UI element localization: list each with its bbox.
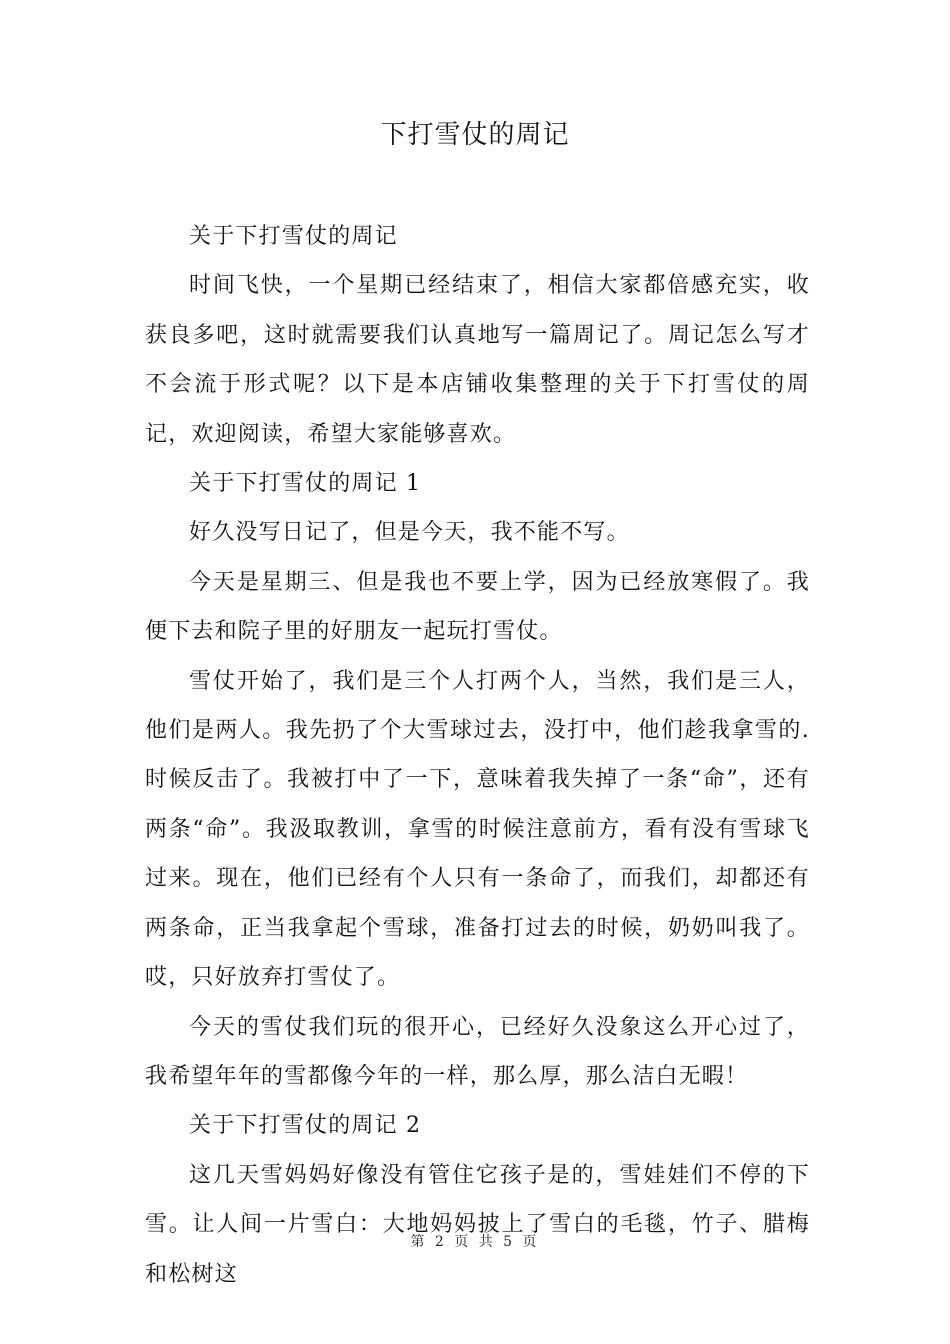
paragraph: 关于下打雪仗的周记 <box>189 224 398 249</box>
document-title: 下打雪仗的周记 <box>380 120 570 150</box>
paragraph: 今天的雪仗我们玩的很开心，已经好久没象这么开心过了，我希望年年的雪都像今年的一样，那么厚，那么洁白无暇！ <box>145 1014 810 1089</box>
paragraph: 这几天雪妈妈好像没有管住它孩子是的，雪娃娃们不停的下雪。让人间一片雪白：大地妈妈披上了雪白的毛毯，竹子、腊梅和松树这 <box>145 1162 810 1287</box>
paragraph: 雪仗开始了，我们是三个人打两个人，当然，我们是三人，他们是两人。我先扔了个大雪球过去，没打中，他们趁我拿雪的.时候反击了。我被打中了一下，意味着我失掉了一条“命”，还有两条“命”。我汲取教训，拿雪的时候注意前方，看有没有雪球飞过来。现在，他们已经有个人只有一条命了，而我们，却都还有两条命，正当我拿起个雪球，准备打过去的时候，奶奶叫我了。哎，只好放弃打雪仗了。 <box>145 668 810 991</box>
paragraph: 关于下打雪仗的周记 2 <box>189 1113 422 1139</box>
paragraph: 时间飞快，一个星期已经结束了，相信大家都倍感充实，收获良多吧，这时就需要我们认真地写一篇周记了。周记怎么写才不会流于形式呢？以下是本店铺收集整理的关于下打雪仗的周记，欢迎阅读，希望大家能够喜欢。 <box>145 273 810 447</box>
paragraph: 今天是星期三、但是我也不要上学，因为已经放寒假了。我便下去和院子里的好朋友一起玩打雪仗。 <box>145 569 810 645</box>
paragraph: 好久没写日记了，但是今天，我不能不写。 <box>189 520 630 546</box>
paragraph: 关于下打雪仗的周记 1 <box>189 471 422 497</box>
document-body <box>145 212 810 1299</box>
page-footer: 第 2 页 共 5 页 <box>410 1234 540 1250</box>
